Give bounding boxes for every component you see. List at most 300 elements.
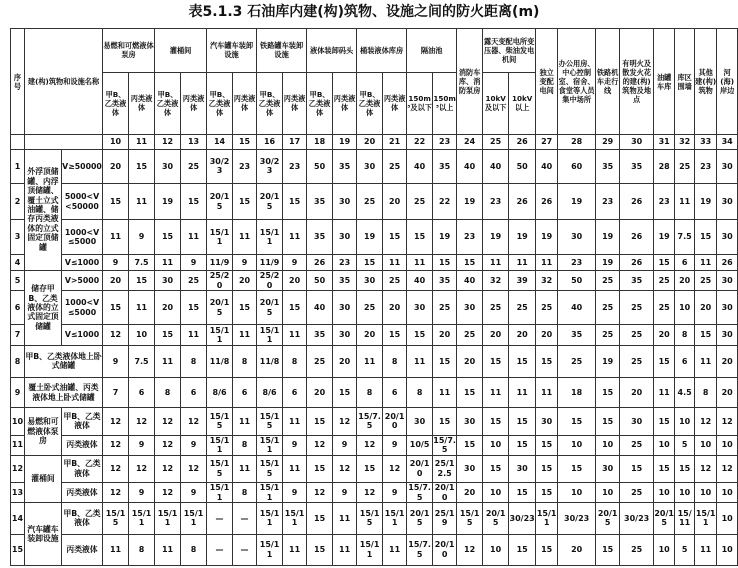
table-cell: 15 (307, 408, 333, 435)
table-row (11, 377, 738, 407)
table-cell: 39 (509, 271, 536, 291)
table-cell: 25 (357, 183, 383, 219)
table-cell: 11 (103, 220, 129, 254)
table-cell: 12 (307, 483, 333, 503)
sub-header: 丙类液体 (181, 72, 207, 135)
table-cell: 15 (307, 503, 333, 534)
table-cell: 11 (233, 220, 257, 254)
table-cell: 30 (457, 291, 483, 325)
column-number: 14 (207, 135, 233, 149)
table-cell: 11 (675, 183, 695, 219)
seq-header: 序号 (11, 29, 25, 135)
table-cell: 20 (433, 325, 457, 345)
table-cell: 12 (129, 408, 155, 435)
table-cell: 23 (457, 220, 483, 254)
table-cell: 15 (333, 377, 357, 407)
table-cell: 11 (433, 377, 457, 407)
table-cell: 20 (509, 325, 536, 345)
table-cell: 35 (307, 325, 333, 345)
row-group-label: 易燃和可燃液体泵房 (25, 408, 62, 455)
table-cell: 12 (333, 408, 357, 435)
table-cell: 18 (558, 377, 596, 407)
table-cell: 15 (433, 345, 457, 377)
table-cell: 20 (654, 325, 675, 345)
table-cell: 11 (357, 345, 383, 377)
table-cell: 10 (695, 483, 717, 503)
table-cell: 11 (129, 291, 155, 325)
table-cell: 15 (457, 254, 483, 270)
table-cell: 11 (483, 377, 509, 407)
table-cell: 23 (558, 254, 596, 270)
column-number: 13 (181, 135, 207, 149)
group-header: 桶装液体库房 (357, 29, 407, 73)
table-cell: 12 (717, 408, 738, 435)
group-header: 露天变配电所变压器、柴油发电机间 (483, 29, 536, 73)
table-cell: 5 (675, 435, 695, 455)
table-cell: 15 (155, 220, 181, 254)
table-cell: 20/15 (407, 503, 433, 534)
table-row (11, 183, 738, 219)
table-cell: 26 (620, 254, 654, 270)
table-cell: 25 (654, 291, 675, 325)
table-cell: 15 (233, 291, 257, 325)
table-cell: 11 (407, 254, 433, 270)
table-cell: 15/15 (207, 408, 233, 435)
table-cell: 30 (407, 408, 433, 435)
table-cell: 15 (283, 291, 307, 325)
table-cell: 20/10 (433, 483, 457, 503)
group-header: 铁路机车走行线 (596, 29, 620, 135)
table-cell: 30/23 (620, 503, 654, 534)
row-seq: 6 (11, 291, 25, 325)
table-cell: 15 (433, 254, 457, 270)
table-cell: 30 (457, 408, 483, 435)
row-seq: 1 (11, 149, 25, 183)
table-cell: 8 (383, 345, 407, 377)
table-cell: 15/7.5 (407, 534, 433, 566)
table-cell: 15 (509, 408, 536, 435)
sub-header: 丙类液体 (129, 72, 155, 135)
table-cell: 11 (509, 254, 536, 270)
table-cell: 15 (103, 291, 129, 325)
sub-header: 甲B、乙类液体 (357, 72, 383, 135)
table-cell: 11 (333, 503, 357, 534)
table-row (11, 254, 738, 270)
table-cell: 15/7.5 (433, 435, 456, 455)
table-cell: 11 (283, 220, 307, 254)
group-header: 独立变配电间 (536, 29, 558, 135)
table-cell: 15 (620, 455, 654, 482)
table-cell: 9 (383, 435, 407, 455)
table-cell: 15 (383, 220, 407, 254)
table-cell: 15 (307, 455, 333, 482)
header-row-groups (11, 29, 738, 73)
table-cell: 15/11 (675, 503, 695, 534)
table-cell: 22 (433, 183, 457, 219)
table-cell: 15 (129, 271, 155, 291)
table-cell: 8 (155, 377, 181, 407)
table-cell: 8 (675, 325, 695, 345)
table-cell: 9 (333, 435, 357, 455)
table-cell: 26 (536, 183, 558, 219)
table-row (11, 534, 738, 566)
table-cell: 9 (383, 483, 407, 503)
table-cell: 25 (181, 271, 207, 291)
table-cell: 15/11 (536, 503, 558, 534)
table-cell: 20/15 (207, 183, 233, 219)
table-cell: 23 (233, 149, 257, 183)
table-cell: 12 (457, 534, 483, 566)
row-sub-label: V≤1000 (62, 325, 103, 345)
fire-distance-table (10, 28, 738, 566)
table-cell: 11 (333, 534, 357, 566)
table-cell: 11/8 (207, 345, 233, 377)
table-cell: 11 (155, 534, 181, 566)
table-cell: 40 (558, 291, 596, 325)
table-cell: 11 (536, 377, 558, 407)
table-cell: 25 (596, 271, 620, 291)
table-cell: 25 (695, 271, 717, 291)
table-cell: 12 (383, 455, 407, 482)
table-cell: 15/11 (155, 503, 181, 534)
table-cell: 15/11 (257, 503, 283, 534)
table-cell: 15 (457, 435, 483, 455)
table-row (11, 220, 738, 254)
table-cell: 20 (155, 291, 181, 325)
column-number: 20 (357, 135, 383, 149)
table-cell: 7.5 (129, 254, 155, 270)
sub-header: 10kV以上 (509, 72, 536, 135)
table-cell: 20/10 (383, 408, 407, 435)
table-cell: 10 (596, 483, 620, 503)
row-sub-label: 丙类液体 (62, 435, 103, 455)
table-cell: 40 (457, 271, 483, 291)
table-cell: 20 (457, 345, 483, 377)
table-cell: 8/6 (207, 377, 233, 407)
table-cell: 11 (233, 455, 257, 482)
table-cell: 6 (283, 377, 307, 407)
table-cell: 30/23 (558, 503, 596, 534)
table-cell: 10 (717, 483, 738, 503)
table-cell: 23 (596, 183, 620, 219)
table-cell: 25 (457, 325, 483, 345)
table-row (11, 325, 738, 345)
table-cell: 20 (558, 534, 596, 566)
row-sub-label: 甲B、乙类液体 (62, 408, 103, 435)
table-cell: 10 (695, 435, 717, 455)
table-cell: 19 (596, 220, 620, 254)
row-group-label: 储存甲B、乙类液体的立式固定顶储罐 (25, 271, 62, 346)
group-header: 隔油池 (407, 29, 457, 73)
table-cell: 30 (717, 325, 738, 345)
group-header: 河(海)岸边 (717, 29, 738, 135)
table-cell: 15 (536, 345, 558, 377)
table-cell: 19 (483, 220, 509, 254)
row-seq: 4 (11, 254, 25, 270)
table-cell: 15 (558, 408, 596, 435)
table-cell: 15/11 (283, 503, 307, 534)
table-cell: 19 (654, 220, 675, 254)
table-cell: 25 (620, 325, 654, 345)
table-cell: 8 (181, 345, 207, 377)
table-cell: 15/11 (181, 503, 207, 534)
column-number: 16 (257, 135, 283, 149)
row-seq: 2 (11, 183, 25, 219)
table-cell: 12 (695, 455, 717, 482)
row-label: 甲B、乙类液体地上卧式储罐 (25, 345, 103, 377)
column-number: 24 (457, 135, 483, 149)
table-cell: 30 (333, 183, 357, 219)
table-cell: 20 (233, 271, 257, 291)
table-row (11, 149, 738, 183)
column-number: 33 (695, 135, 717, 149)
sub-header: 甲B、乙类液体 (103, 72, 129, 135)
group-header: 消防车库、消防泵房 (457, 29, 483, 135)
table-cell: 15/11 (207, 220, 233, 254)
table-cell: 15/15 (257, 408, 283, 435)
table-row (11, 345, 738, 377)
table-cell: 8 (695, 377, 717, 407)
table-cell: 11/8 (257, 345, 283, 377)
table-cell: 15 (307, 534, 333, 566)
table-cell: 30 (717, 149, 738, 183)
table-cell: 15 (457, 377, 483, 407)
table-cell: 15 (654, 455, 675, 482)
table-cell: 15/11 (207, 325, 233, 345)
table-cell: 11 (407, 345, 433, 377)
row-seq: 3 (11, 220, 25, 254)
table-cell: 20 (333, 345, 357, 377)
sub-header: 丙类液体 (383, 72, 407, 135)
table-cell: 40 (307, 291, 333, 325)
table-cell: 12 (357, 435, 383, 455)
table-cell: 11 (654, 377, 675, 407)
table-cell: 30 (333, 220, 357, 254)
table-cell: 30 (717, 291, 738, 325)
table-cell: 15 (536, 455, 558, 482)
table-cell: 9 (283, 435, 307, 455)
column-number: 28 (558, 135, 596, 149)
table-cell: 50 (558, 271, 596, 291)
table-cell: 26 (620, 183, 654, 219)
table-cell: 25 (509, 291, 536, 325)
table-cell: 25 (383, 149, 407, 183)
table-cell: 7.5 (675, 220, 695, 254)
table-cell: 25/19 (433, 503, 457, 534)
table-cell: 40 (483, 149, 509, 183)
table-cell: 20 (675, 271, 695, 291)
table-cell: 10 (717, 534, 738, 566)
column-number: 32 (675, 135, 695, 149)
row-seq: 7 (11, 325, 25, 345)
table-cell: 25 (407, 183, 433, 219)
group-header: 易燃和可燃液体泵房 (103, 29, 155, 73)
column-number: 31 (654, 135, 675, 149)
table-cell: 12 (357, 483, 383, 503)
table-cell: 25 (620, 435, 654, 455)
table-cell: 6 (181, 377, 207, 407)
table-cell: 11/9 (257, 254, 283, 270)
table-cell: 12 (129, 455, 155, 482)
table-cell: 7 (103, 377, 129, 407)
row-sub-label: 甲B、乙类液体 (62, 455, 103, 482)
table-cell: 26 (509, 183, 536, 219)
table-cell: 25 (181, 149, 207, 183)
column-number: 23 (433, 135, 457, 149)
table-cell: 30 (536, 408, 558, 435)
table-cell: 10 (558, 483, 596, 503)
table-cell: 6 (129, 377, 155, 407)
table-cell: 10 (717, 435, 738, 455)
table-cell: 15/11 (257, 220, 283, 254)
table-cell: 20 (283, 271, 307, 291)
table-cell: 32 (483, 271, 509, 291)
row-group-label: 汽车罐车装卸设施 (25, 503, 62, 566)
table-cell: 9 (333, 483, 357, 503)
row-seq: 15 (11, 534, 25, 566)
table-cell: 9 (283, 483, 307, 503)
table-cell: 15/11 (257, 325, 283, 345)
table-cell: 6 (233, 377, 257, 407)
group-header: 灌桶间 (155, 29, 207, 73)
table-cell: 19 (558, 183, 596, 219)
table-cell: 15 (536, 483, 558, 503)
table-cell: 25/20 (207, 271, 233, 291)
table-cell: 15 (283, 183, 307, 219)
table-cell: 12 (695, 408, 717, 435)
table-cell: 10 (596, 435, 620, 455)
table-cell: 11 (509, 377, 536, 407)
table-cell: 12 (181, 455, 207, 482)
table-cell: 11 (233, 325, 257, 345)
table-cell: 25/20 (257, 271, 283, 291)
table-cell: 40 (407, 271, 433, 291)
group-header: 其他建(构)筑物 (695, 29, 717, 135)
row-sub-label: 1000<V≤5000 (62, 220, 103, 254)
table-cell: 50 (509, 149, 536, 183)
table-cell: 25 (536, 291, 558, 325)
column-number: 12 (155, 135, 181, 149)
table-cell: 15/11 (695, 503, 717, 534)
table-cell: 32 (536, 271, 558, 291)
table-cell: 9 (181, 254, 207, 270)
table-cell: 15 (483, 408, 509, 435)
table-cell: 15 (654, 254, 675, 270)
table-cell: 15/15 (103, 503, 129, 534)
row-seq: 8 (11, 345, 25, 377)
table-cell: 15 (695, 325, 717, 345)
table-cell: 30 (717, 183, 738, 219)
row-label: 覆土卧式油罐、丙类液体地上卧式储罐 (25, 377, 103, 407)
table-cell: 30 (357, 149, 383, 183)
table-cell: 30 (457, 455, 483, 482)
row-seq: 10 (11, 408, 25, 435)
table-cell: 50 (307, 149, 333, 183)
table-cell: 10 (654, 435, 675, 455)
table-row (11, 503, 738, 534)
table-cell: 25 (675, 149, 695, 183)
table-cell: 20 (307, 377, 333, 407)
table-cell: 9 (233, 254, 257, 270)
table-cell: 11 (283, 455, 307, 482)
group-header: 有明火及散发火花的建(构)筑物及地点 (620, 29, 654, 135)
table-cell: 40 (536, 149, 558, 183)
table-cell: 10 (654, 534, 675, 566)
table-cell: 10 (483, 534, 509, 566)
column-number: 10 (103, 135, 129, 149)
table-cell: 30 (620, 408, 654, 435)
table-cell: 26 (717, 254, 738, 270)
table-cell: 15 (596, 534, 620, 566)
table-cell: 15 (596, 377, 620, 407)
table-cell: 30 (509, 455, 536, 482)
table-cell: 35 (558, 325, 596, 345)
row-sub-label: 1000<V≤5000 (62, 291, 103, 325)
table-cell: 8 (129, 534, 155, 566)
table-cell: 23 (333, 254, 357, 270)
column-number: 30 (620, 135, 654, 149)
table-cell: 25/12.5 (433, 455, 457, 482)
table-cell: 15/15 (207, 455, 233, 482)
table-cell: 8 (283, 345, 307, 377)
row-sub-label: 丙类液体 (62, 534, 103, 566)
table-cell: 50 (307, 271, 333, 291)
table-cell: 30 (717, 220, 738, 254)
table-cell: 12 (181, 408, 207, 435)
row-group-label: 灌桶间 (25, 455, 62, 502)
table-cell: 20 (383, 183, 407, 219)
column-number: 22 (407, 135, 433, 149)
table-cell: 15 (433, 408, 457, 435)
table-cell: 15/7.5 (357, 408, 383, 435)
sub-header: 10kV及以下 (483, 72, 509, 135)
table-cell: 15 (357, 254, 383, 270)
column-number: 27 (536, 135, 558, 149)
table-cell: 19 (596, 254, 620, 270)
table-cell: 23 (654, 183, 675, 219)
table-cell: 26 (307, 254, 333, 270)
table-cell: 23 (695, 149, 717, 183)
table-cell: 9 (181, 435, 207, 455)
table-cell: 30 (333, 291, 357, 325)
table-cell: 15 (654, 408, 675, 435)
table-cell: 23 (283, 149, 307, 183)
table-cell: 35 (596, 149, 620, 183)
table-cell: 9 (129, 483, 155, 503)
table-cell: 11 (383, 254, 407, 270)
group-header: 办公用房、中心控制室、宿舍、食堂等人员集中场所 (558, 29, 596, 135)
table-cell: 19 (433, 220, 457, 254)
table-cell: — (233, 503, 257, 534)
table-cell: 9 (129, 435, 155, 455)
table-cell: 11 (536, 254, 558, 270)
table-cell: 25 (433, 291, 457, 325)
table-cell: 15/11 (357, 534, 383, 566)
table-cell: 60 (558, 149, 596, 183)
table-cell: 20 (620, 377, 654, 407)
table-cell: 15 (407, 325, 433, 345)
table-cell: 20/15 (207, 291, 233, 325)
table-cell: 30/23 (257, 149, 283, 183)
table-cell: 35 (333, 149, 357, 183)
table-cell: 25 (357, 291, 383, 325)
table-cell: 19 (457, 183, 483, 219)
table-cell: 25 (558, 345, 596, 377)
group-header: 液体装卸码头 (307, 29, 357, 73)
table-cell: 20 (383, 291, 407, 325)
table-cell: 15/15 (457, 503, 483, 534)
table-cell: 20 (457, 483, 483, 503)
